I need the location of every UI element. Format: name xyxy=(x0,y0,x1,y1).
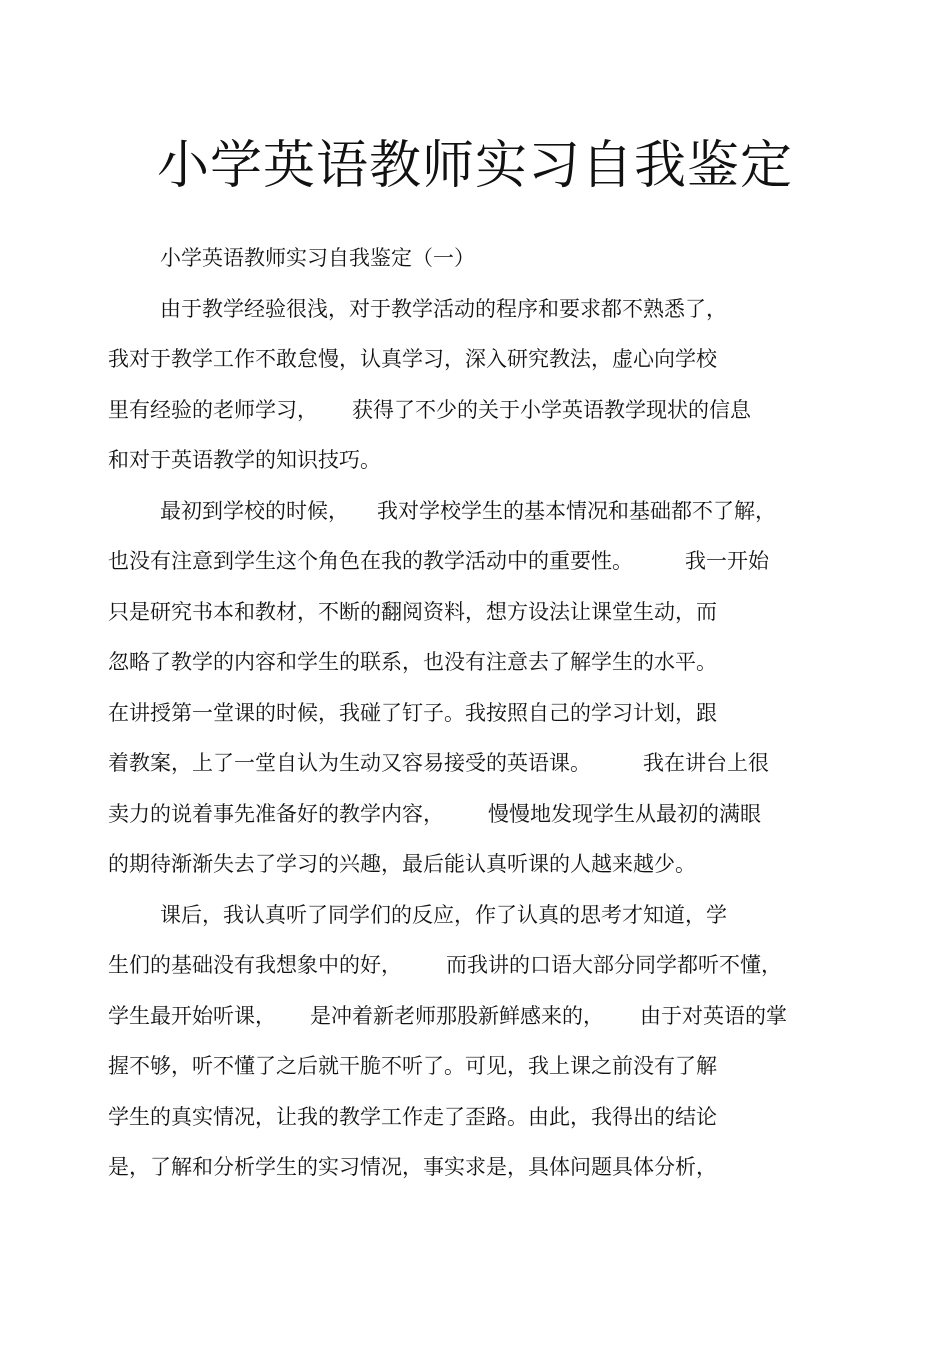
text-line xyxy=(108,1147,848,1198)
text-segment: 我对学校学生的基本情况和基础都不了解， xyxy=(377,498,776,523)
text-segment: 也没有注意到学生这个角色在我的教学活动中的重要性。 xyxy=(108,549,633,573)
text-segment: 着教案，上了一堂自认为生动又容易接受的英语课。 xyxy=(108,751,591,775)
text-segment: 学生最开始听课， xyxy=(108,1003,276,1028)
text-line xyxy=(108,1097,848,1148)
text-line xyxy=(108,945,848,996)
text-segment: 是冲着新老师那股新鲜感来的， xyxy=(310,1003,604,1028)
document-body xyxy=(108,238,848,1198)
text-line xyxy=(108,895,848,946)
text-line xyxy=(108,440,848,491)
text-line xyxy=(108,289,848,340)
text-segment: 课后，我认真听了同学们的反应，作了认真的思考才知道，学 xyxy=(160,902,727,927)
text-segment: 和对于英语教学的知识技巧。 xyxy=(108,448,381,472)
text-segment: 由于对英语的掌 xyxy=(640,1003,787,1028)
text-line xyxy=(108,693,848,744)
text-line xyxy=(108,844,848,895)
text-line xyxy=(108,1046,848,1097)
text-segment: 而我讲的口语大部分同学都听不懂， xyxy=(446,953,782,977)
document-title: 小学英语教师实习自我鉴定 xyxy=(156,136,793,196)
text-segment: 我在讲台上很 xyxy=(643,751,769,775)
text-segment: 的期待渐渐失去了学习的兴趣，最后能认真听课的人越来越少。 xyxy=(108,852,696,876)
text-line xyxy=(108,339,848,390)
text-segment: 忽略了教学的内容和学生的联系，也没有注意去了解学生的水平。 xyxy=(108,650,717,674)
text-line xyxy=(108,390,848,441)
text-segment: 由于教学经验很浅，对于教学活动的程序和要求都不熟悉了， xyxy=(160,296,727,321)
text-segment: 握不够，听不懂了之后就干脆不听了。可见，我上课之前没有了解 xyxy=(108,1054,717,1078)
text-line xyxy=(108,794,848,845)
text-line xyxy=(108,743,848,794)
section-heading: 小学英语教师实习自我鉴定（一） xyxy=(160,246,475,270)
text-line xyxy=(108,491,848,542)
text-segment: 里有经验的老师学习， xyxy=(108,397,318,422)
text-segment: 是，了解和分析学生的实习情况，事实求是，具体问题具体分析， xyxy=(108,1155,717,1179)
text-segment: 慢慢地发现学生从最初的满眼 xyxy=(488,801,761,826)
text-segment: 我一开始 xyxy=(685,549,769,573)
text-segment: 学生的真实情况，让我的教学工作走了歪路。由此，我得出的结论 xyxy=(108,1104,717,1129)
text-line xyxy=(108,642,848,693)
text-segment: 生们的基础没有我想象中的好， xyxy=(108,953,402,977)
text-segment: 卖力的说着事先准备好的教学内容， xyxy=(108,801,444,826)
text-segment: 最初到学校的时候， xyxy=(160,498,349,523)
text-segment: 只是研究书本和教材，不断的翻阅资料，想方设法让课堂生动，而 xyxy=(108,599,717,624)
text-segment: 获得了不少的关于小学英语教学现状的信息 xyxy=(352,397,751,422)
text-line xyxy=(108,541,848,592)
text-line xyxy=(108,996,848,1047)
text-segment: 在讲授第一堂课的时候，我碰了钉子。我按照自己的学习计划，跟 xyxy=(108,700,717,725)
text-segment: 我对于教学工作不敢怠慢，认真学习，深入研究教法，虚心向学校 xyxy=(108,347,717,371)
text-line xyxy=(108,592,848,643)
